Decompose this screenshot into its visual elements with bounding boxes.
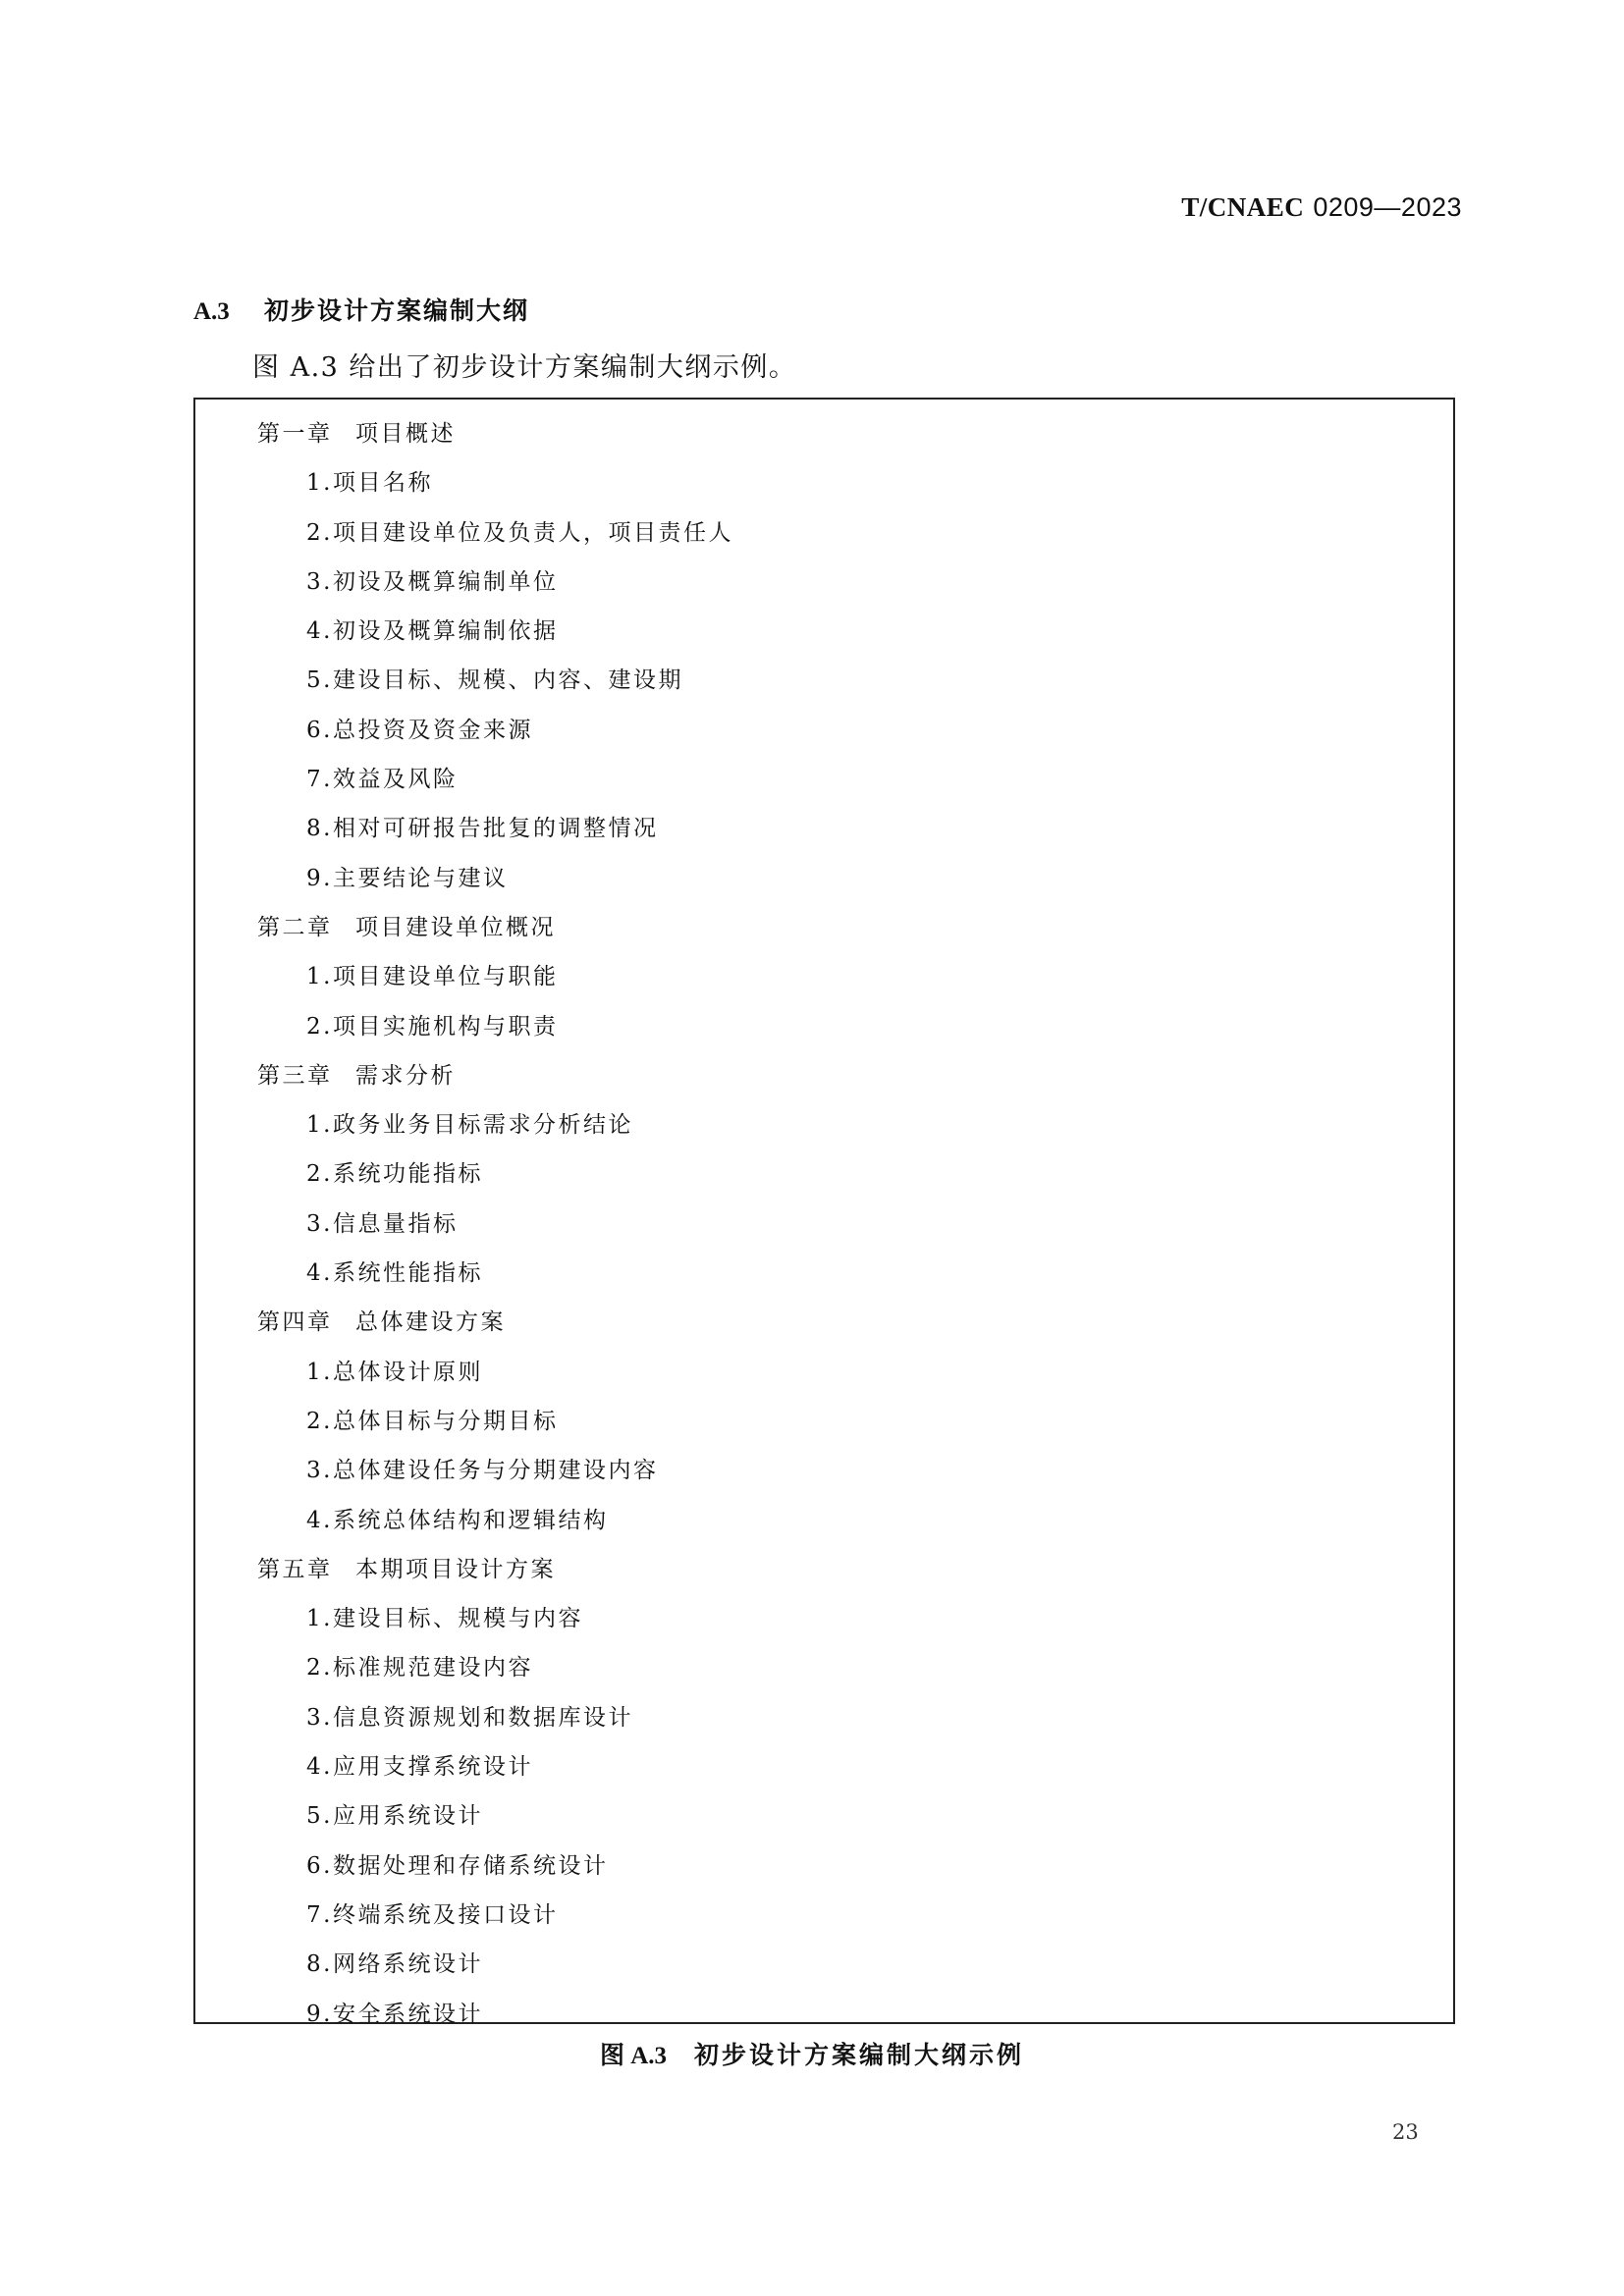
chapter-title: 项目概述 [355, 421, 456, 447]
outline-list [195, 409, 1453, 2039]
outline-chapter [195, 1298, 1453, 1347]
outline-item: 3.信息量指标 [306, 1210, 459, 1237]
section-heading [193, 292, 529, 327]
outline-item: 6.数据处理和存储系统设计 [306, 1852, 609, 1879]
outline-item: 7.效益及风险 [306, 767, 459, 793]
outline-box [193, 398, 1455, 2027]
figure-number: 图 A.3 [599, 2043, 668, 2069]
chapter-number: 第三章 [257, 1062, 333, 1089]
outline-item: 3.初设及概算编制单位 [306, 568, 559, 595]
chapter-title: 总体建设方案 [355, 1309, 506, 1336]
section-title: 初步设计方案编制大纲 [264, 296, 530, 325]
document-code-number: 0209—2023 [1313, 192, 1462, 222]
outline-item: 9.主要结论与建议 [306, 865, 509, 891]
intro-paragraph: 图 A.3 给出了初步设计方案编制大纲示例。 [252, 352, 797, 383]
outline-item: 8.相对可研报告批复的调整情况 [306, 816, 659, 842]
outline-item: 4.初设及概算编制依据 [306, 618, 559, 645]
outline-chapter [195, 409, 1453, 458]
outline-chapter [195, 903, 1453, 952]
outline-item: 6.总投资及资金来源 [306, 717, 533, 743]
chapter-title: 项目建设单位概况 [355, 914, 556, 940]
document-code [1181, 192, 1462, 223]
outline-chapter [195, 1545, 1453, 1594]
outline-item: 4.应用支撑系统设计 [306, 1754, 533, 1781]
outline-item: 2.项目建设单位及负责人，项目责任人 [306, 519, 733, 546]
section-number: A.3 [193, 298, 230, 325]
outline-item: 1.政务业务目标需求分析结论 [306, 1112, 633, 1139]
outline-item: 1.项目建设单位与职能 [306, 964, 559, 990]
page-number: 23 [1392, 2120, 1419, 2144]
chapter-number: 第四章 [257, 1309, 333, 1336]
document-code-prefix: T/CNAEC [1181, 192, 1305, 222]
chapter-number: 第五章 [257, 1556, 333, 1582]
outline-item: 9.安全系统设计 [306, 2001, 483, 2027]
chapter-title: 需求分析 [355, 1062, 456, 1089]
outline-item: 2.总体目标与分期目标 [306, 1408, 559, 1434]
outline-item: 4.系统总体结构和逻辑结构 [306, 1507, 609, 1533]
outline-item: 1.总体设计原则 [306, 1359, 483, 1385]
figure-title: 初步设计方案编制大纲示例 [694, 2041, 1025, 2069]
outline-item: 7.终端系统及接口设计 [306, 1901, 559, 1928]
outline-item: 8.网络系统设计 [306, 1951, 483, 1978]
chapter-number: 第二章 [257, 914, 333, 940]
chapter-number: 第一章 [257, 421, 333, 447]
outline-item: 5.应用系统设计 [306, 1803, 483, 1830]
outline-chapter [195, 1051, 1453, 1100]
outline-item: 4.系统性能指标 [306, 1260, 483, 1287]
outline-item: 2.项目实施机构与职责 [306, 1013, 559, 1040]
outline-item: 1.项目名称 [306, 470, 433, 497]
outline-item: 3.信息资源规划和数据库设计 [306, 1704, 633, 1731]
outline-item: 5.建设目标、规模、内容、建设期 [306, 667, 683, 694]
outline-item: 2.系统功能指标 [306, 1161, 483, 1188]
outline-item: 2.标准规范建设内容 [306, 1655, 533, 1682]
chapter-title: 本期项目设计方案 [355, 1556, 556, 1582]
outline-item: 1.建设目标、规模与内容 [306, 1606, 583, 1632]
figure-caption [0, 2036, 1624, 2071]
outline-item: 3.总体建设任务与分期建设内容 [306, 1458, 659, 1484]
